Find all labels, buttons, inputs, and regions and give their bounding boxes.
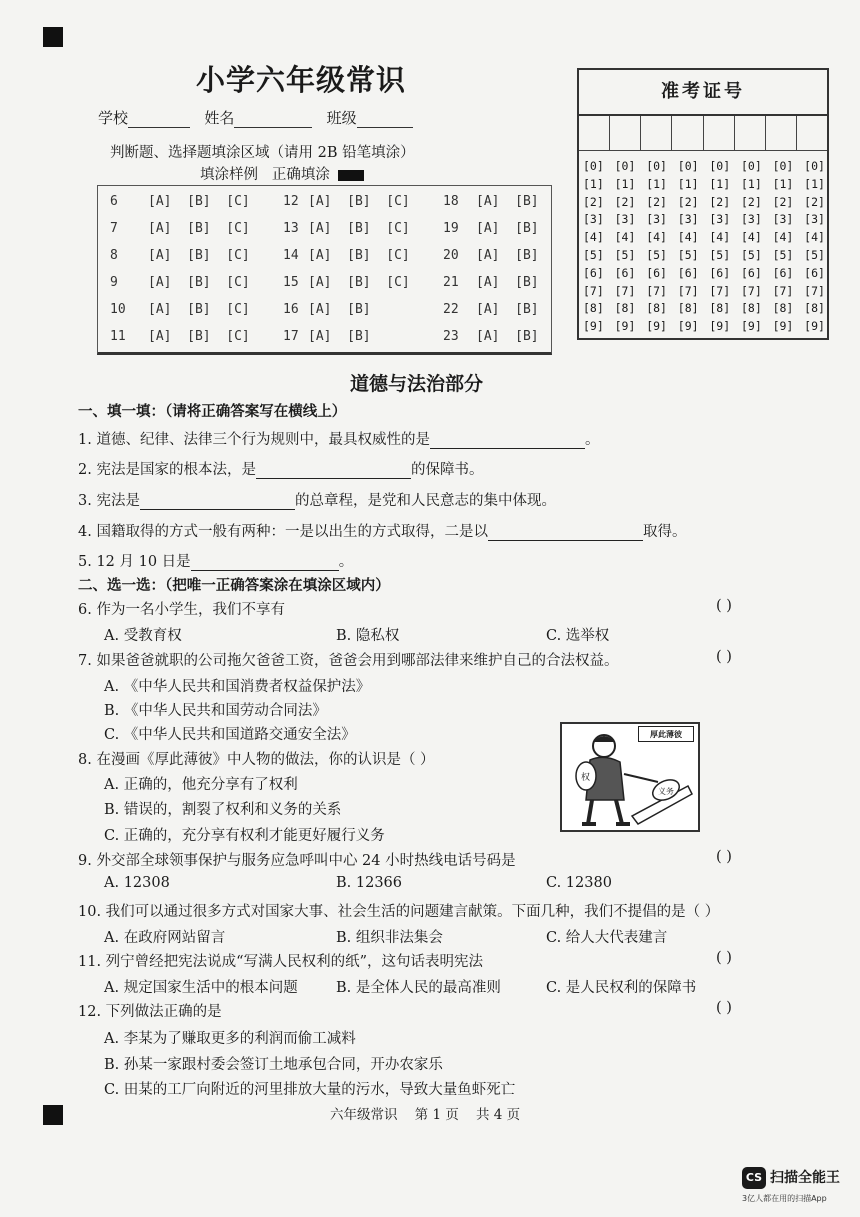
answer-blank[interactable] (140, 495, 295, 510)
option-a[interactable]: A. 受教育权 (104, 628, 182, 644)
ticket-digit-bubble[interactable]: [0] (677, 159, 699, 173)
ticket-digit-bubble[interactable]: [7] (804, 283, 825, 298)
ticket-digit-bubble[interactable]: [1] (709, 176, 731, 191)
ticket-digit-column (646, 158, 667, 336)
ticket-digit-bubble[interactable]: [9] (583, 319, 604, 334)
comic-title: 厚此薄彼 (638, 726, 694, 742)
question-number: 16 (283, 302, 299, 317)
ticket-digit-bubble[interactable]: [0] (614, 159, 636, 173)
ticket-digit-bubble[interactable]: [4] (677, 230, 699, 245)
option-b[interactable]: B. 12366 (336, 875, 403, 891)
answer-bubbles[interactable]: [A] [B] [C] (308, 275, 410, 290)
ticket-digit-bubble[interactable]: [4] (804, 230, 825, 245)
question-number: 9 (110, 275, 118, 290)
answer-bubbles[interactable]: [A] [B] (308, 302, 371, 317)
question-number: 19 (443, 221, 459, 236)
ticket-digit-column (804, 158, 825, 336)
ticket-digit-column (741, 158, 762, 336)
ticket-digit-bubble[interactable]: [3] (583, 212, 604, 227)
option-c[interactable]: C. 给人大代表建言 (546, 930, 668, 946)
ticket-digit-bubble[interactable]: [2] (677, 194, 699, 209)
class-label: 班级 (326, 109, 357, 127)
answer-bubbles[interactable]: [A] [B] [C] (308, 221, 410, 236)
ticket-digit-bubble[interactable]: [8] (740, 301, 762, 316)
question-6-stem: 6. 作为一名小学生，我们不享有 (78, 602, 285, 618)
ticket-digit-bubble[interactable]: [6] (740, 265, 762, 280)
ticket-digit-bubble[interactable]: [3] (804, 212, 825, 227)
ticket-digit-bubble[interactable]: [0] (740, 159, 762, 173)
answer-sheet-row (98, 221, 551, 247)
ticket-digit-bubble[interactable]: [3] (772, 212, 794, 227)
option-c[interactable]: C. 选举权 (546, 628, 610, 644)
question-number: 17 (283, 329, 299, 344)
option-a[interactable]: A. 规定国家生活中的根本问题 (104, 980, 298, 996)
sample-label: 填涂样例 (200, 167, 258, 183)
ticket-digit-bubble[interactable]: [0] (772, 159, 794, 173)
ticket-digit-bubble[interactable]: [4] (740, 230, 762, 245)
question-number: 21 (443, 275, 459, 290)
ticket-digit-bubble[interactable]: [1] (583, 176, 604, 191)
question-number: 12 (283, 194, 299, 209)
answer-paren[interactable]: ( ) (716, 649, 732, 665)
ticket-digit-bubble[interactable]: [4] (709, 230, 731, 245)
ticket-digit-column (583, 158, 604, 336)
answer-bubbles[interactable]: [A] [B] (476, 194, 539, 209)
question-number: 10 (110, 302, 126, 317)
answer-bubbles[interactable]: [A] [B] (308, 329, 371, 344)
ticket-digit-bubble[interactable]: [8] (583, 301, 604, 316)
answer-bubbles[interactable]: [A] [B] (476, 329, 539, 344)
question-number: 8 (110, 248, 118, 263)
ticket-digit-bubble[interactable]: [6] (614, 265, 636, 280)
ticket-digit-bubble[interactable]: [6] (677, 265, 699, 280)
question-10-stem: 10. 我们可以通过很多方式对国家大事、社会生活的问题建言献策。下面几种，我们不提倡的是（ ） (78, 904, 720, 920)
question-number: 20 (443, 248, 459, 263)
ticket-digit-bubble[interactable]: [3] (740, 212, 762, 227)
option-b[interactable]: B. 错误的，割裂了权利和义务的关系 (104, 802, 342, 818)
ticket-title: 准考证号 (579, 70, 827, 116)
ticket-digit-bubble[interactable]: [2] (804, 194, 825, 209)
ticket-number-boxes (579, 116, 827, 151)
ticket-digit-column (773, 158, 794, 336)
ticket-box[interactable] (610, 116, 641, 150)
option-a[interactable]: A. 在政府网站留言 (104, 930, 226, 946)
ticket-digit-bubble[interactable]: [8] (804, 301, 825, 316)
option-c[interactable]: C. 《中华人民共和国道路交通安全法》 (104, 727, 356, 743)
ticket-box[interactable] (704, 116, 735, 150)
student-info-line (98, 107, 413, 128)
option-c[interactable]: C. 田某的工厂向附近的河里排放大量的污水，导致大量鱼虾死亡 (104, 1082, 516, 1098)
ticket-digit-bubble[interactable]: [3] (614, 212, 636, 227)
ticket-digit-bubble[interactable]: [9] (740, 319, 762, 334)
ticket-box[interactable] (735, 116, 766, 150)
answer-bubbles[interactable]: [A] [B] [C] (148, 194, 250, 209)
ticket-digit-bubble[interactable]: [3] (646, 212, 667, 227)
ticket-digit-bubble[interactable]: [8] (614, 301, 636, 316)
question-12-stem: 12. 下列做法正确的是 (78, 1004, 222, 1020)
ticket-digit-bubble[interactable]: [3] (709, 212, 731, 227)
question-number: 7 (110, 221, 118, 236)
answer-sheet-row (98, 275, 551, 301)
ticket-digit-bubble[interactable]: [1] (772, 176, 794, 191)
ticket-digit-bubble[interactable]: [2] (740, 194, 762, 209)
ticket-digit-bubble[interactable]: [5] (709, 247, 731, 262)
option-b[interactable]: B. 《中华人民共和国劳动合同法》 (104, 703, 327, 719)
ticket-digit-bubble[interactable]: [5] (614, 247, 636, 262)
scanner-tagline: 3亿人都在用的扫描App (742, 1194, 827, 1203)
registration-mark-top (43, 27, 63, 47)
ticket-digit-bubble[interactable]: [1] (677, 176, 699, 191)
admission-ticket-box (577, 68, 829, 340)
question-number: 14 (283, 248, 299, 263)
question-9-stem: 9. 外交部全球领事保护与服务应急呼叫中心 24 小时热线电话号码是 (78, 853, 516, 869)
option-a[interactable]: A. 12308 (104, 875, 170, 891)
ticket-digit-bubble[interactable]: [1] (740, 176, 762, 191)
answer-bubbles[interactable]: [A] [B] [C] (148, 302, 250, 317)
answer-bubbles[interactable]: [A] [B] (476, 302, 539, 317)
question-5: 5. 12 月 10 日是 。 (78, 554, 354, 570)
ticket-digit-bubble[interactable]: [8] (677, 301, 699, 316)
answer-paren[interactable]: ( ) (716, 849, 732, 865)
comic-illustration (560, 722, 700, 832)
ticket-box[interactable] (579, 116, 610, 150)
answer-paren[interactable]: ( ) (716, 950, 732, 966)
ticket-digit-bubble[interactable]: [6] (772, 265, 794, 280)
school-label: 学校 (98, 109, 129, 127)
ticket-digit-bubble[interactable]: [4] (583, 230, 604, 245)
question-2: 2. 宪法是国家的根本法，是 的保障书。 (78, 462, 484, 478)
answer-blank[interactable] (256, 464, 411, 479)
ticket-box[interactable] (797, 116, 827, 150)
ticket-digit-bubble[interactable]: [1] (614, 176, 636, 191)
ticket-digit-bubble[interactable]: [0] (804, 159, 825, 173)
question-4: 4. 国籍取得的方式一般有两种：一是以出生的方式取得，二是以 取得。 (78, 524, 687, 540)
ticket-digit-bubble[interactable]: [6] (646, 265, 667, 280)
question-1: 1. 道德、纪律、法律三个行为规则中，最具权威性的是 。 (78, 432, 600, 448)
scanner-logo-icon: CS (742, 1167, 766, 1189)
class-blank[interactable] (357, 113, 413, 128)
option-a[interactable]: A. 《中华人民共和国消费者权益保护法》 (104, 679, 371, 695)
ticket-digit-bubble[interactable]: [0] (709, 159, 731, 173)
ticket-digit-bubble[interactable]: [2] (709, 194, 731, 209)
ticket-digit-bubble[interactable]: [2] (646, 194, 667, 209)
ticket-box[interactable] (766, 116, 797, 150)
ticket-digit-column (709, 158, 730, 336)
fill-sample (200, 163, 364, 184)
ticket-digit-bubble[interactable]: [4] (772, 230, 794, 245)
ticket-digit-bubble[interactable]: [7] (772, 283, 794, 298)
svg-text:权: 权 (581, 773, 591, 783)
ticket-digit-grid (583, 158, 825, 336)
sample-filled-box (338, 170, 364, 181)
ticket-digit-bubble[interactable]: [7] (583, 283, 604, 298)
section-title: 道德与法治部分 (350, 373, 484, 395)
option-b[interactable]: B. 组织非法集会 (336, 930, 443, 946)
registration-mark-bottom (43, 1105, 63, 1125)
answer-sheet-row (98, 302, 551, 328)
answer-bubbles[interactable]: [A] [B] [C] (148, 329, 250, 344)
ticket-digit-bubble[interactable]: [5] (583, 247, 604, 262)
ticket-digit-bubble[interactable]: [9] (709, 319, 731, 334)
ticket-digit-bubble[interactable]: [5] (804, 247, 825, 262)
question-number: 18 (443, 194, 459, 209)
name-label: 姓名 (204, 109, 235, 127)
fill-note: 判断题、选择题填涂区域（请用 2B 铅笔填涂） (110, 145, 415, 161)
ticket-digit-bubble[interactable]: [9] (646, 319, 667, 334)
ticket-box[interactable] (672, 116, 703, 150)
ticket-digit-column (678, 158, 699, 336)
ticket-digit-bubble[interactable]: [1] (646, 176, 667, 191)
ticket-digit-bubble[interactable]: [8] (772, 301, 794, 316)
option-c[interactable]: C. 是人民权利的保障书 (546, 980, 697, 996)
question-3: 3. 宪法是 的总章程，是党和人民意志的集中体现。 (78, 493, 556, 509)
ticket-digit-bubble[interactable]: [5] (677, 247, 699, 262)
ticket-digit-bubble[interactable]: [4] (614, 230, 636, 245)
ticket-digit-bubble[interactable]: [3] (677, 212, 699, 227)
answer-blank[interactable] (191, 556, 339, 571)
ticket-digit-bubble[interactable]: [8] (709, 301, 731, 316)
school-blank[interactable] (128, 113, 190, 128)
option-b[interactable]: B. 隐私权 (336, 628, 400, 644)
question-7-stem: 7. 如果爸爸就职的公司拖欠爸爸工资，爸爸会用到哪部法律来维护自己的合法权益。 (78, 653, 619, 669)
answer-sheet-grid (97, 185, 552, 355)
answer-blank[interactable] (430, 434, 585, 449)
ticket-digit-bubble[interactable]: [2] (583, 194, 604, 209)
ticket-digit-bubble[interactable]: [2] (614, 194, 636, 209)
answer-bubbles[interactable]: [A] [B] (476, 248, 539, 263)
ticket-box[interactable] (641, 116, 672, 150)
ticket-digit-bubble[interactable]: [7] (677, 283, 699, 298)
answer-paren[interactable]: ( ) (716, 598, 732, 614)
question-11-stem: 11. 列宁曾经把宪法说成“写满人民权利的纸”，这句话表明宪法 (78, 954, 483, 970)
ticket-digit-bubble[interactable]: [6] (709, 265, 731, 280)
question-number: 23 (443, 329, 459, 344)
ticket-digit-bubble[interactable]: [4] (646, 230, 667, 245)
ticket-digit-bubble[interactable]: [0] (646, 159, 667, 173)
question-number: 13 (283, 221, 299, 236)
question-number: 11 (110, 329, 126, 344)
answer-bubbles[interactable]: [A] [B] [C] (308, 194, 410, 209)
answer-bubbles[interactable]: [A] [B] [C] (148, 221, 250, 236)
ticket-digit-bubble[interactable]: [9] (614, 319, 636, 334)
answer-sheet-row (98, 248, 551, 274)
svg-text:义务: 义务 (658, 787, 674, 796)
option-b[interactable]: B. 是全体人民的最高准则 (336, 980, 501, 996)
answer-sheet-row (98, 329, 551, 355)
ticket-digit-bubble[interactable]: [0] (583, 159, 604, 173)
question-number: 22 (443, 302, 459, 317)
part2-heading: 二、选一选：（把唯一正确答案涂在填涂区域内） (78, 577, 390, 594)
answer-bubbles[interactable]: [A] [B] [C] (148, 275, 250, 290)
question-number: 6 (110, 194, 118, 209)
ticket-digit-bubble[interactable]: [7] (646, 283, 667, 298)
option-b[interactable]: B. 孙某一家跟村委会签订土地承包合同，开办农家乐 (104, 1057, 443, 1073)
option-a[interactable]: A. 正确的，他充分享有了权利 (104, 777, 298, 793)
question-8-stem: 8. 在漫画《厚此薄彼》中人物的做法，你的认识是（ ） (78, 752, 435, 768)
ticket-digit-bubble[interactable]: [6] (804, 265, 825, 280)
ticket-digit-bubble[interactable]: [5] (772, 247, 794, 262)
ticket-digit-bubble[interactable]: [7] (614, 283, 636, 298)
part1-heading: 一、填一填：（请将正确答案写在横线上） (78, 403, 347, 420)
ticket-digit-bubble[interactable]: [1] (804, 176, 825, 191)
correct-label: 正确填涂 (271, 167, 330, 183)
answer-bubbles[interactable]: [A] [B] (476, 221, 539, 236)
answer-bubbles[interactable]: [A] [B] [C] (148, 248, 250, 263)
ticket-digit-bubble[interactable]: [2] (772, 194, 794, 209)
answer-blank[interactable] (488, 526, 643, 541)
ticket-digit-bubble[interactable]: [7] (709, 283, 731, 298)
ticket-digit-bubble[interactable]: [9] (804, 319, 825, 334)
answer-bubbles[interactable]: [A] [B] [C] (308, 248, 410, 263)
ticket-digit-bubble[interactable]: [8] (646, 301, 667, 316)
page-footer: 六年级常识 第 1 页 共 4 页 (330, 1107, 521, 1123)
scanner-app-name: 扫描全能王 (770, 1170, 840, 1186)
option-a[interactable]: A. 李某为了赚取更多的利润而偷工减料 (104, 1031, 356, 1047)
ticket-digit-bubble[interactable]: [6] (583, 265, 604, 280)
answer-bubbles[interactable]: [A] [B] (476, 275, 539, 290)
ticket-digit-bubble[interactable]: [7] (740, 283, 762, 298)
option-c[interactable]: C. 12380 (546, 875, 612, 891)
question-number: 15 (283, 275, 299, 290)
name-blank[interactable] (234, 113, 312, 128)
ticket-digit-bubble[interactable]: [9] (772, 319, 794, 334)
ticket-digit-bubble[interactable]: [9] (677, 319, 699, 334)
answer-paren[interactable]: ( ) (716, 1000, 732, 1016)
ticket-digit-column (615, 158, 636, 336)
answer-sheet-row (98, 194, 551, 220)
exam-title: 小学六年级常识 (196, 63, 407, 97)
ticket-digit-bubble[interactable]: [5] (646, 247, 667, 262)
option-c[interactable]: C. 正确的，充分享有权利才能更好履行义务 (104, 828, 385, 844)
ticket-digit-bubble[interactable]: [5] (740, 247, 762, 262)
